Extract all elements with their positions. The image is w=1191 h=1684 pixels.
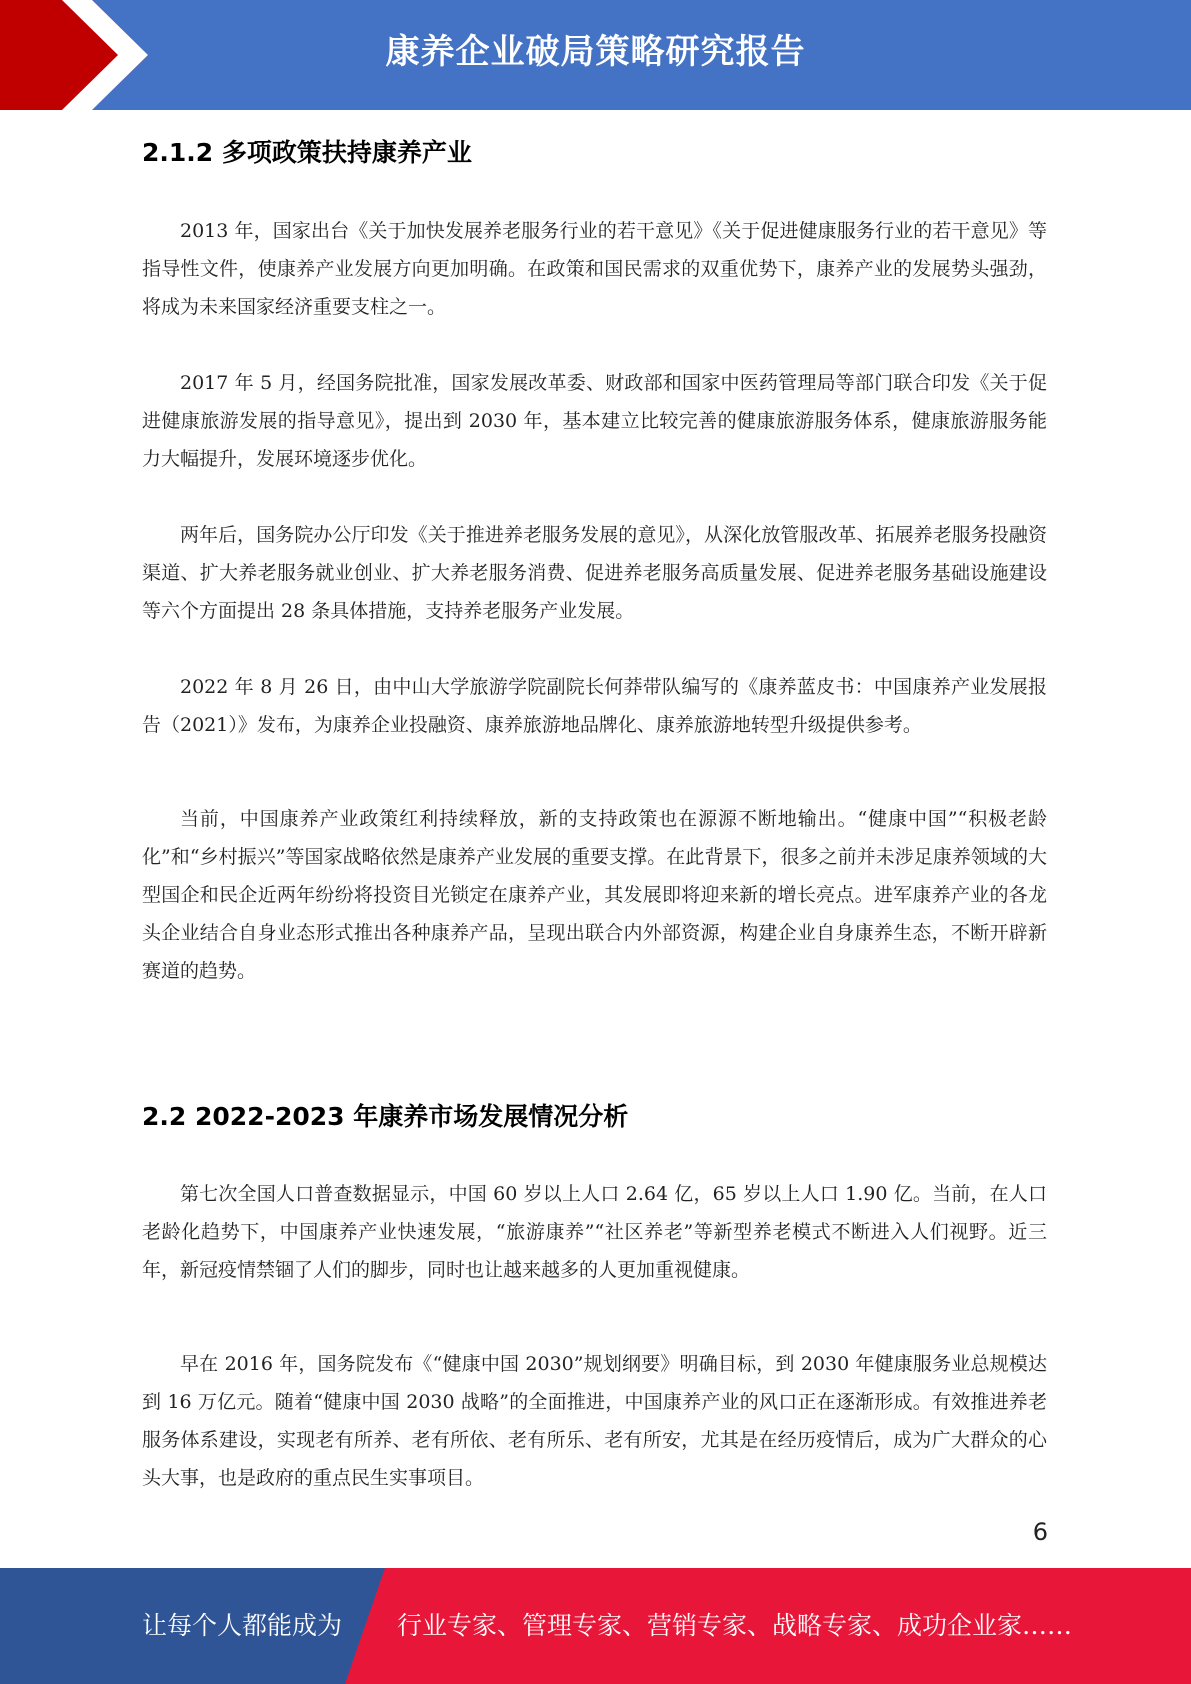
footer-slogan-left: 让每个人都能成为 <box>142 1611 343 1640</box>
page-footer <box>0 1568 1191 1684</box>
paragraph-2: 2017 年 5 月，经国务院批准，国家发展改革委、财政部和国家中医药管理局等部门联合印发《关于促进健康旅游发展的指导意见》，提出到 2030 年，基本建立比较完善的健康旅游服务体系，健康旅游服务能力大幅提升，发展环境逐步优化。 <box>142 372 1047 470</box>
section-heading-2-2: 2.2 2022-2023 年康养市场发展情况分析 <box>142 1102 629 1131</box>
paragraph-7: 早在 2016 年，国务院发布《“健康中国 2030”规划纲要》明确目标，到 2030 年健康服务业总规模达到 16 万亿元。随着“健康中国 2030 战略”的全面推进，中国康养产业的风口正在逐渐形成。有效推进养老服务体系建设，实现老有所养、老有所依、老有所乐、老有所安，尤其是在经历疫情后，成为广大群众的心头大事，也是政府的重点民生实事项目。 <box>142 1353 1047 1489</box>
page-header <box>0 0 1191 110</box>
paragraph-6: 第七次全国人口普查数据显示，中国 60 岁以上人口 2.64 亿，65 岁以上人口 1.90 亿。当前，在人口老龄化趋势下，中国康养产业快速发展，“旅游康养”“社区养老”等新型养老模式不断进入人们视野。近三年，新冠疫情禁锢了人们的脚步，同时也让越来越多的人更加重视健康。 <box>142 1183 1047 1281</box>
paragraph-3: 两年后，国务院办公厅印发《关于推进养老服务发展的意见》，从深化放管服改革、拓展养老服务投融资渠道、扩大养老服务就业创业、扩大养老服务消费、促进养老服务高质量发展、促进养老服务基础设施建设等六个方面提出 28 条具体措施，支持养老服务产业发展。 <box>142 524 1047 622</box>
section-heading-2-1-2: 2.1.2 多项政策扶持康养产业 <box>142 138 472 167</box>
paragraph-5: 当前，中国康养产业政策红利持续释放，新的支持政策也在源源不断地输出。“健康中国”“积极老龄化”和“乡村振兴”等国家战略依然是康养产业发展的重要支撑。在此背景下，很多之前并未涉足康养领域的大型国企和民企近两年纷纷将投资目光锁定在康养产业，其发展即将迎来新的增长亮点。进军康养产业的各龙头企业结合自身业态形式推出各种康养产品，呈现出联合内外部资源，构建企业自身康养生态，不断开辟新赛道的趋势。 <box>142 808 1047 982</box>
paragraph-1: 2013 年，国家出台《关于加快发展养老服务行业的若干意见》《关于促进健康服务行业的若干意见》等指导性文件，使康养产业发展方向更加明确。在政策和国民需求的双重优势下，康养产业的发展势头强劲，将成为未来国家经济重要支柱之一。 <box>142 220 1047 318</box>
report-title: 康养企业破局策略研究报告 <box>385 32 806 72</box>
page-number: 6 <box>1032 1518 1048 1546</box>
paragraph-4: 2022 年 8 月 26 日，由中山大学旅游学院副院长何莽带队编写的《康养蓝皮书：中国康养产业发展报告（2021）》发布，为康养企业投融资、康养旅游地品牌化、康养旅游地转型升级提供参考。 <box>142 676 1047 736</box>
footer-slogan-right: 行业专家、管理专家、营销专家、战略专家、成功企业家…… <box>397 1611 1073 1640</box>
